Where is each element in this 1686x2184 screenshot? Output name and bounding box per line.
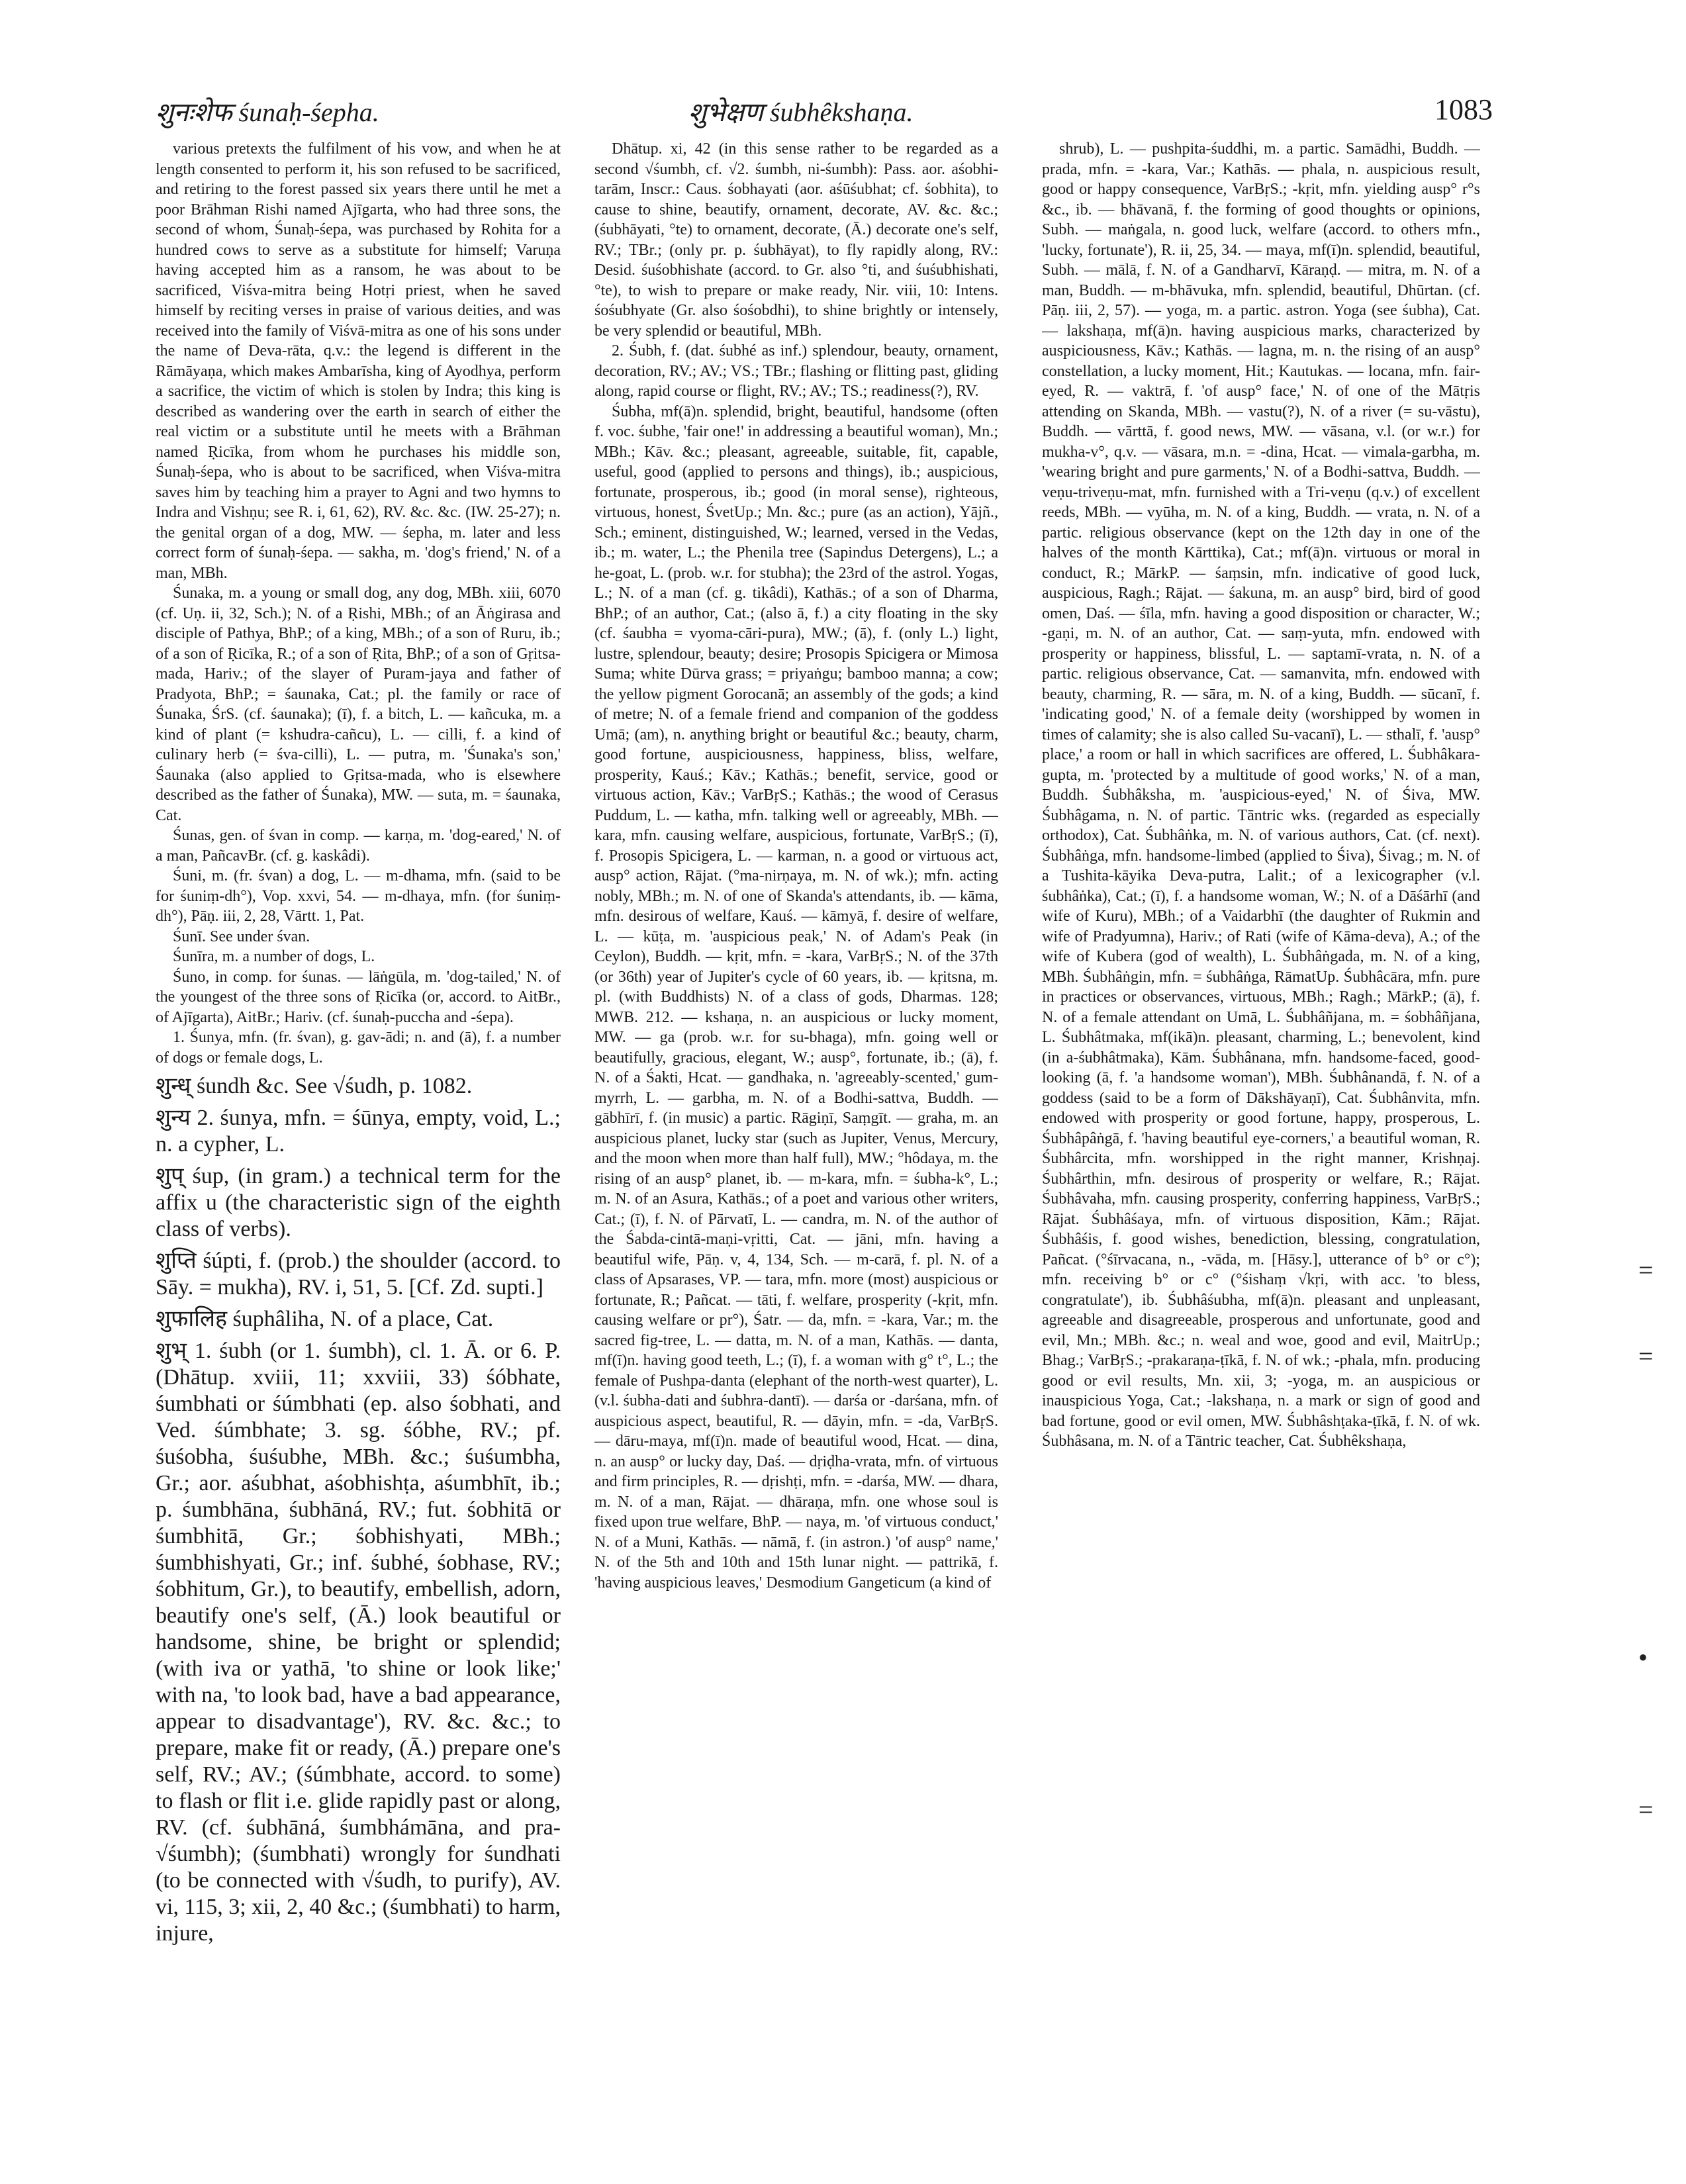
entry-paragraph: Śunas, gen. of śvan in comp. — karṇa, m. 'dog-eared,' N. of a man, PañcavBr. (cf. g. kaskâdi). xyxy=(156,827,561,865)
entry-paragraph: Śunaka, m. a young or small dog, any dog, MBh. xiii, 6070 (cf. Uṇ. ii, 32, Sch.); N. of a Ṛishi, MBh.; of an Āṅgirasa and disciple of Pathya, BhP.; of a king, MBh.; of a son of Ruru, ib.; of a son of Ṛicīka, R.; of a son of Ṛita, BhP.; of a son of Gṛitsa-mada, Hariv.; of the slayer of Puram-jaya and father of Pradyota, BhP.; = śaunaka, Cat.; pl. the family or race of Śunaka, ŚrS. (cf. śaunaka); (ī), f. a bitch, L. — kañcuka, m. a kind of plant (= kshudra-cañcu), L. — cilli, f. a kind of culinary herb (= śva-cilli), L. — putra, m. 'Śunaka's son,' Śaunaka (also applied to Gṛitsa-mada, who is elsewhere described as the father of Śunaka), MW. — suta, m. = śaunaka, Cat. xyxy=(156,585,561,824)
entry-paragraph: Śuno, in comp. for śunas. — lāṅgūla, m. 'dog-tailed,' N. of the youngest of the three sons of Ṛicīka (or, accord. to AitBr., of Ajīgarta), AitBr.; Hariv. (cf. śunaḥ-puccha and -śepa). xyxy=(156,968,561,1026)
headword-entry: शुन्ध् śundh &c. See √śudh, p. 1082. xyxy=(156,1074,473,1098)
margin-mark: = xyxy=(1638,1255,1654,1285)
margin-mark: • xyxy=(1638,1642,1648,1672)
margin-mark: = xyxy=(1638,1341,1654,1371)
column-1 xyxy=(156,139,561,2152)
entry-paragraph: Śuni, m. (fr. śvan) a dog, L. — m-dhama, mfn. (said to be for śuniṃ-dh°), Vop. xxvi, 54. — m-dhaya, mfn. (for śuniṃ-dh°), Pāṇ. iii, 2, 28, Vārtt. 1, Pat. xyxy=(156,867,561,925)
page-number: 1083 xyxy=(1434,93,1493,126)
headword-entry: शुप्ति śúpti, f. (prob.) the shoulder (accord. to Sāy. = mukha), RV. i, 51, 5. [Cf. Zd. supti.] xyxy=(156,1249,561,1300)
entry-paragraph: Śunī. See under śvan. xyxy=(173,927,310,945)
page-header xyxy=(156,93,1493,132)
headword-entry: शुन्य 2. śunya, mfn. = śūnya, empty, void, L.; n. a cypher, L. xyxy=(156,1106,561,1157)
running-head-left: शुनःशेफ śunaḥ-śepha. xyxy=(156,97,379,127)
running-head-center: शुभेक्षण śubhêkshaṇa. xyxy=(688,97,913,127)
column-3 xyxy=(1042,139,1480,2152)
entry-paragraph: various pretexts the fulfilment of his vow, and when he at length consented to perform it, his son refused to be sacrificed, and retiring to the forest passed six years there until he met a poor Brāhman Rishi named Ajīgarta, who had three sons, the second of whom, Śunaḥ-śepa, was purchased by Rohita for a hundred cows to serve as a substitute for himself; Varuṇa having accepted him as a ransom, he was about to be sacrificed, Viśva-mitra being Hotṛi priest, when he saved himself by reciting verses in praise of various deities, and was received into the family of Viśvā-mitra as one of his sons under the name of Deva-rāta, q.v.: the legend is different in the Rāmāyaṇa, which makes Ambarīsha, king of Ayodhya, perform a sacrifice, the victim of which is stolen by Indra; this king is described as wandering over the earth in search of either the real victim or a substitute until he meets with a Brāhman named Ṛicīka, from whom he purchases his middle son, Śunaḥ-śepa, who is about to be sacrificed, when Viśva-mitra saves him by teaching him a prayer to Agni and two hymns to Indra and Vishṇu; see R. i, 61, 62), RV. &c. &c. (IW. 25-27); n. the genital organ of a dog, MW. — śepha, m. later and less correct form of śunaḥ-śepa. — sakha, m. 'dog's friend,' N. of a man, MBh. xyxy=(156,140,561,582)
entry-paragraph: Śunīra, m. a number of dogs, L. xyxy=(173,948,375,965)
entry-paragraph: Dhātup. xi, 42 (in this sense rather to be regarded as a second √śumbh, cf. √2. śumbh, ni-śumbh): Pass. aor. aśobhi-tarām, Inscr.: Caus. śobhayati (aor. aśūśubhat; cf. śobhita), to cause to shine, beautify, ornament, decorate, AV. &c. &c.; (śubhāyati, °te) to ornament, decorate, (Ā.) decorate one's self, RV.; TBr.; (only pr. p. śubhāyat), to fly rapidly along, RV.: Desid. śuśobhishate (accord. to Gr. also °ti, and śuśubhishati, °te), to wish to prepare or make ready, Nir. viii, 10: Intens. śośubhyate (Gr. also śośobdhi), to shine brightly or intensely, be very splendid or beautiful, MBh. xyxy=(594,140,998,340)
margin-mark: = xyxy=(1638,1795,1654,1825)
entry-paragraph: shrub), L. — pushpita-śuddhi, m. a partic. Samādhi, Buddh. — prada, mfn. = -kara, Var.; Kathās. — phala, n. auspicious result, good or happy consequence, VarBṛS.; -kṛit, mfn. yielding ausp° r°s &c., ib. — bhāvanā, f. the forming of good thoughts or opinions, Subh. — maṅgala, n. good luck, welfare (accord. to others mfn., 'lucky, fortunate'), R. ii, 25, 34. — maya, mf(ī)n. splendid, beautiful, Subh. — mālā, f. N. of a Gandharvī, Kāraṇḍ. — mitra, m. N. of a man, Buddh. — m-bhāvuka, mfn. splendid, beautiful, Dhūrtan. (cf. Pāṇ. iii, 2, 57). — yoga, m. a partic. astron. Yoga (see śubha), Cat. — lakshaṇa, mf(ā)n. having auspicious marks, characterized by auspiciousness, Kāv.; Kathās. — lagna, m. n. the rising of an ausp° constellation, a lucky moment, Hit.; Kautukas. — locana, mfn. fair-eyed, R. — vaktrā, f. 'of ausp° face,' N. of one of the Mātṛis attending on Skanda, MBh. — vastu(?), N. of a river (= su-vāstu), Buddh. — vārttā, f. good news, MW. — vāsana, v.l. (or w.r.) for mukha-v°, q.v. — vāsara, m.n. = -dina, Hcat. — vimala-garbha, m. 'wearing bright and pure garments,' N. of a Bodhi-sattva, Buddh. — veṇu-triveṇu-mat, mfn. furnished with a Tri-veṇu (q.v.) of excellent reeds, MBh. — vyūha, m. N. of a king, Buddh. — vrata, n. N. of a partic. religious observance (kept on the 12th day in one of the halves of the month Kārttika), Cat.; mf(ā)n. virtuous or moral in conduct, R.; MārkP. — śaṃsin, mfn. indicative of good luck, auspicious, Ragh.; Rājat. — śakuna, m. an ausp° bird, bird of good omen, Daś. — śīla, mfn. having a good disposition or character, W.; -gaṇi, m. N. of an author, Cat. — saṃ-yuta, mfn. endowed with prosperity or happiness, blissful, L. — saptamī-vrata, n. N. of a partic. religious observance, Cat. — samanvita, mfn. endowed with beauty, charming, R. — sāra, m. N. of a king, Buddh. — sūcanī, f. 'indicating good,' N. of a female deity (worshipped by women in times of calamity; she is also called Su-vacanī), L. — sthalī, f. 'ausp° place,' a room or hall in which sacrifices are offered, L. Śubhâkara-gupta, m. 'protected by a multitude of good works,' N. of a man, Buddh. Śubhâksha, m. 'auspicious-eyed,' N. of Śiva, MW. Śubhâgama, n. N. of partic. Tāntric wks. (regarded as especially orthodox), Cat. Śubhâṅka, m. N. of various authors, Cat. (cf. next). Śubhâṅga, mfn. handsome-limbed (applied to Śiva), Śivag.; m. N. of a Tushita-kāyika Deva-putra, Lalit.; of a lexicographer (v.l. śubhâṅka), Cat.; (ī), f. a handsome woman, W.; N. of a Dāśārhī (and wife of Kuru), MBh.; of a Vaidarbhī (the daughter of Rukmin and wife of Pradyumna), Hariv.; of Rati (wife of Kāma-deva), A.; of the wife of Kubera (god of wealth), L. Śubhâṅgada, m. N. of a king, MBh. Śubhâṅgin, mfn. = śubhâṅga, RāmatUp. Śubhâcāra, mfn. pure in practices or observances, virtuous, MBh.; Ragh.; MārkP.; (ā), f. N. of a female attendant on Umā, L. Śubhâñjana, m. = śobhâñjana, L. Śubhâtmaka, mf(ikā)n. pleasant, charming, L.; benevolent, kind (in a-śubhâtmaka), Kām. Śubhânana, mfn. handsome-faced, good-looking (ā, f. 'a handsome woman'), MBh. Śubhânandā, f. N. of a goddess (said to be a form of Dākshāyaṇī), Cat. Śubhânvita, mfn. endowed with prosperity or good fortune, happy, prosperous, L. Śubhâpâṅgā, f. 'having beautiful eye-corners,' a beautiful woman, R. Śubhârcita, mfn. worshipped in the right manner, Krishṇaj. Śubhârthin, mfn. desirous of prosperity or welfare, R.; Rājat. Śubhâvaha, mfn. causing prosperity, conferring happiness, VarBṛS.; Rājat. Śubhâśaya, mfn. of virtuous disposition, Kām.; Rājat. Śubhâśis, f. good wishes, benediction, blessing, congratulation, Pañcat. (°śīrvacana, n., -vāda, m. [Hāsy.], utterance of b° or c°); mfn. receiving b° or c° (°śishaṃ √kṛi, with acc. 'to bless, congratulate'), ib. Śubhâśubha, mf(ā)n. pleasant and unpleasant, agreeable and disagreeable, prosperous and unfortunate, good and evil, Mn.; MBh. &c.; n. weal and woe, good and evil, MaitrUp.; Bhag.; VarBṛS.; -prakaraṇa-ṭīkā, f. N. of wk.; -phala, mfn. producing good or evil results, Mn. xii, 3; -yoga, m. an auspicious or inauspicious Yoga, Cat.; -lakshaṇa, n. a mark or sign of good and bad fortune, good or evil omen, MW. Śubhâshṭaka-ṭīkā, f. N. of wk. Śubhâsana, m. N. of a Tāntric teacher, Cat. Śubhêkshaṇa, xyxy=(1042,140,1480,1450)
entry-paragraph: 2. Śubh, f. (dat. śubhé as inf.) splendour, beauty, ornament, decoration, RV.; AV.; VS.; TBr.; flashing or flitting past, gliding along, rapid course or flight, RV.; AV.; TS.; readiness(?), RV. xyxy=(594,342,998,400)
entry-paragraph: Śubha, mf(ā)n. splendid, bright, beautiful, handsome (often f. voc. śubhe, 'fair one!' in addressing a beautiful woman), Mn.; MBh.; Kāv. &c.; pleasant, agreeable, suitable, fit, capable, useful, good (applied to persons and things), ib.; auspicious, fortunate, prosperous, ib.; good (in moral sense), righteous, virtuous, honest, ŚvetUp.; Mn. &c.; pure (as an action), Yājñ., Sch.; eminent, distinguished, W.; learned, versed in the Vedas, ib.; m. water, L.; the Phenila tree (Sapindus Detergens), L.; a he-goat, L. (prob. w.r. for stubha); the 23rd of the astrol. Yogas, L.; N. of a man (cf. g. tikâdi), Kathās.; of a son of Dharma, BhP.; of an author, Cat.; (also ā, f.) a city floating in the sky (cf. śaubha = vyoma-cāri-pura), MW.; (ā), f. (only L.) light, lustre, splendour, beauty; desire; Prosopis Spicigera or Mimosa Suma; white Dūrva grass; = priyaṅgu; bamboo manna; a cow; the yellow pigment Gorocanā; an assembly of the gods; a kind of metre; N. of a female friend and companion of the goddess Umā; (am), n. anything bright or beautiful &c.; beauty, charm, good fortune, auspiciousness, happiness, bliss, welfare, prosperity, Kauś.; Kāv.; Kathās.; benefit, service, good or virtuous action, Kāv.; VarBṛS.; Kathās.; the wood of Cerasus Puddum, L. — katha, mfn. talking well or agreeably, MBh. — kara, mfn. causing welfare, auspicious, fortunate, VarBṛS.; (ī), f. Prosopis Spicigera, L. — karman, n. a good or virtuous act, ausp° action, Rājat. (°ma-nirṇaya, m. N. of wk.); mfn. acting nobly, MBh.; m. N. of one of Skanda's attendants, ib. — kāma, mfn. desirous of welfare, Kauś. — kāmyā, f. desire of welfare, L. — kūṭa, m. 'auspicious peak,' N. of Adam's Peak (in Ceylon), Buddh. — kṛit, mfn. = -kara, VarBṛS.; N. of the 37th (or 36th) year of Jupiter's cycle of 60 years, ib. — kṛitsna, m. pl. (with Buddhists) N. of a class of gods, Dharmas. 128; MWB. 212. — kshaṇa, n. an auspicious or lucky moment, MW. — ga (prob. w.r. for su-bhaga), mfn. going well or beautifully, gracious, elegant, W.; ausp°, fortunate, ib.; (ā), f. N. of a Śakti, Hcat. — gandhaka, n. 'agreeably-scented,' gum-myrrh, L. — garbha, m. N. of a Bodhi-sattva, Buddh. — gābhīrī, f. (in music) a partic. Rāgiṇī, Saṃgīt. — graha, m. an auspicious planet, lucky star (such as Jupiter, Venus, Mercury, and the moon when more than half full), MW.; °hôdaya, m. the rising of an ausp° planet, ib. — m-kara, mfn. = śubha-k°, L.; m. N. of an Asura, Kathās.; of a poet and various other writers, Cat.; (ī), f. N. of Pārvatī, L. — candra, m. N. of the author of the Śabda-cintā-maṇi-vṛitti, Cat. — jāni, mfn. having a beautiful wife, Pāṇ. v, 4, 134, Sch. — m-carā, f. pl. N. of a class of Apsarases, VP. — tara, mfn. more (most) auspicious or fortunate, R.; Pañcat. — tāti, f. welfare, prosperity (-kṛit, mfn. causing welfare or pr°), Śatr. — da, mfn. = -kara, Var.; m. the sacred fig-tree, L. — datta, m. N. of a man, Kathās. — danta, mf(ī)n. having good teeth, L.; (ī), f. a woman with g° t°, L.; the female of Pushpa-danta (elephant of the north-west quarter), L. (v.l. śubha-dati and śubhra-dantī). — darśa or -darśana, mfn. of auspicious aspect, beautiful, R. — dāyin, mfn. = -da, VarBṛS. — dāru-maya, mf(ī)n. made of beautiful wood, Hcat. — dina, n. an ausp° or lucky day, Daś. — dṛiḍha-vrata, mfn. of virtuous and firm principles, R. — dṛishṭi, mfn. = -darśa, MW. — dhara, m. N. of a man, Rājat. — dhāraṇa, mfn. one whose soul is fixed upon true welfare, BhP. — naya, m. 'of virtuous conduct,' N. of a Muni, Kathās. — nāmā, f. (in astron.) 'of ausp° name,' N. of the 5th and 10th and 15th lunar night. — pattrikā, f. 'having auspicious leaves,' Desmodium Gangeticum (a kind of xyxy=(594,403,998,1591)
headword-entry: शुफालिह śuphâliha, N. of a place, Cat. xyxy=(156,1307,494,1331)
headword-entry: शुभ् 1. śubh (or 1. śumbh), cl. 1. Ā. or 6. P. (Dhātup. xviii, 11; xxviii, 33) śóbhate, śumbhati or śúmbhati (ep. also śobhati, and Ved. śúmbhate; 3. sg. śóbhe, RV.; pf. śuśobha, śuśubhe, MBh. &c.; śuśumbha, Gr.; aor. aśubhat, aśobhishṭa, aśumbhīt, ib.; p. śumbhāna, śubhāná, RV.; fut. śobhitā or śumbhitā, Gr.; śobhishyati, MBh.; śumbhishyati, Gr.; inf. śubhé, śobhase, RV.; śobhitum, Gr.), to beautify, embellish, adorn, beautify one's self, (Ā.) look beautiful or handsome, shine, be bright or splendid; (with iva or yathā, 'to shine or look like;' with na, 'to look bad, have a bad appearance, appear to disadvantage'), RV. &c. &c.; to prepare, make fit or ready, (Ā.) prepare one's self, RV.; AV.; (śúmbhate, accord. to some) to flash or flit i.e. glide rapidly past or along, RV. (cf. śubhāná, śumbhámāna, and pra-√śumbh); (śumbhati) wrongly for śundhati (to be connected with √śudh, to purify), AV. vi, 115, 3; xii, 2, 40 &c.; (śumbhati) to harm, injure, xyxy=(156,1339,561,1946)
column-2 xyxy=(594,139,998,2152)
entry-paragraph: 1. Śunya, mfn. (fr. śvan), g. gav-ādi; n. and (ā), f. a number of dogs or female dogs, L. xyxy=(156,1029,561,1067)
headword-entry: शुप् śup, (in gram.) a technical term for the affix u (the characteristic sign of the eighth class of verbs). xyxy=(156,1164,561,1241)
